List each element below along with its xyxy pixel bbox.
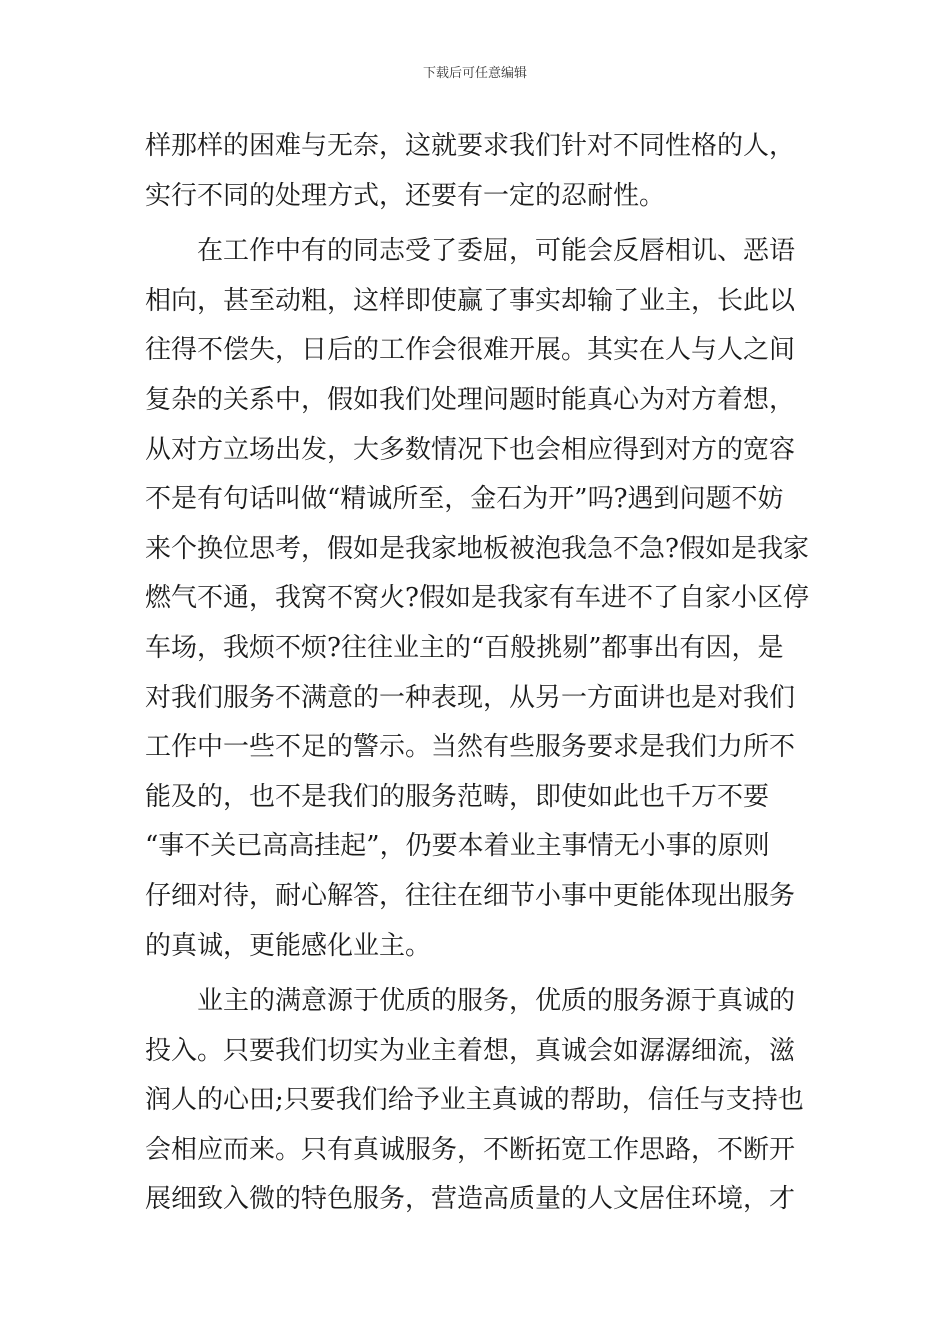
text-line: 往得不偿失，日后的工作会很难开展。其实在人与人之间 [145, 335, 796, 366]
text-line: 展细致入微的特色服务，营造高质量的人文居住环境，才 [145, 1184, 796, 1215]
document-body [145, 122, 810, 1225]
text-line: 实行不同的处理方式，还要有一定的忍耐性。 [145, 180, 666, 211]
text-line: 来个换位思考，假如是我家地板被泡我急不急?假如是我家 [145, 533, 809, 564]
text-line: 复杂的关系中，假如我们处理问题时能真心为对方着想， [145, 384, 796, 415]
text-line: 从对方立场出发，大多数情况下也会相应得到对方的宽容 [145, 434, 796, 465]
paragraph-3 [145, 977, 810, 1225]
text-line: 业主的满意源于优质的服务，优质的服务源于真诚的 [197, 986, 796, 1017]
text-line: 样那样的困难与无奈，这就要求我们针对不同性格的人， [145, 131, 796, 161]
text-line: 对我们服务不满意的一种表现，从另一方面讲也是对我们 [145, 682, 796, 713]
text-line: 不是有句话叫做“精诚所至，金石为开”吗?遇到问题不妨 [145, 484, 784, 515]
text-line: 相向，甚至动粗，这样即使赢了事实却输了业主，长此以 [145, 285, 796, 316]
text-line: 工作中一些不足的警示。当然有些服务要求是我们力所不 [145, 732, 796, 763]
text-line: 润人的心田;只要我们给予业主真诚的帮助，信任与支持也 [145, 1085, 804, 1116]
text-line: 投入。只要我们切实为业主着想，真诚会如潺潺细流，滋 [145, 1035, 796, 1066]
text-line: 在工作中有的同志受了委屈，可能会反唇相讥、恶语 [197, 236, 796, 267]
paragraph-2 [145, 227, 810, 971]
text-line: 燃气不通，我窝不窝火?假如是我家有车进不了自家小区停 [145, 583, 809, 614]
text-line: “事不关已高高挂起”，仍要本着业主事情无小事的原则 [145, 831, 770, 862]
text-line: 的真诚，更能感化业主。 [145, 930, 432, 961]
text-line: 会相应而来。只有真诚服务，不断拓宽工作思路，不断开 [145, 1134, 796, 1165]
text-line: 仔细对待，耐心解答，往往在细节小事中更能体现出服务 [145, 880, 796, 911]
page-header: 下载后可任意编辑 [422, 66, 527, 81]
text-line: 能及的，也不是我们的服务范畴，即使如此也千万不要 [145, 781, 770, 812]
paragraph-1 [145, 122, 810, 221]
text-line: 车场，我烦不烦?往往业主的“百般挑剔”都事出有因，是 [145, 632, 784, 663]
